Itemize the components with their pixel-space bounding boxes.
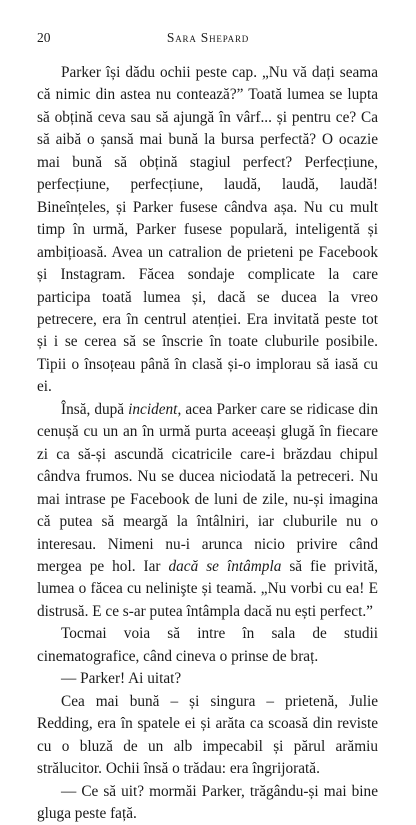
paragraph-1: Parker își dădu ochii peste cap. „Nu vă dați seama că nimic din astea nu contează?” Toată lumea se lupta să obțină ceva sau să ajungă în vârf... și pentru ce? Ca să aibă o șansă mai bună la bursa perfectă? O ocazie mai bună să obțină stagiul perfect? Perfecțiune, perfecțiune, perfecțiune, laudă, laudă, laudă! Bineînțeles, și Parker fusese cândva așa. Nu cu mult timp în urmă, Parker fusese populară, inteligentă și ambițioasă. Avea un catralion de prieteni pe Facebook și Instagram. Făcea sondaje complicate la care participa toată lumea și, dacă se ducea la vreo petrecere, era în centrul atenției. Era invitată peste tot și i se cerea să se înscrie în toate cluburile posibile. Tipii o însoțeau până în clasă și-o implorau să iasă cu ei. — [37, 62, 378, 399]
paragraph-2-emphasis-daca: dacă se întâmpla — [169, 558, 282, 575]
paragraph-2 — [37, 399, 378, 624]
page-body-text — [37, 62, 378, 825]
paragraph-4: — Parker! Ai uitat? — [37, 668, 378, 690]
paragraph-3: Tocmai voia să intre în sala de studii cinematografice, când cineva o prinse de braț. — [37, 623, 378, 668]
paragraph-2-part-c: să fie privită, lumea o făcea cu nelinişte și teamă. „Nu vorbi cu ea! E distrusă. E ce s-ar putea întâmpla dacă nu ești perfect.” — [37, 558, 378, 620]
paragraph-2-part-b: , acea Parker care se ridicase din cenușă cu un an în urmă purta aceeași glugă în fiecare zi ca să-și ascundă cicatricile care-i brăzdau chipul cândva frumos. Nu se ducea niciodată la petreceri. Nu mai intrase pe Facebook de luni de zile, nu-și imagina că putea să meargă la întâlniri, iar cluburile nu o interesau. Nimeni nu-i arunca nicio privire când mergea pe hol. Iar — [37, 401, 378, 575]
page-header — [37, 30, 379, 48]
paragraph-6: — Ce să uit? mormăi Parker, trăgându-și mai bine gluga peste față. — [37, 781, 378, 825]
paragraph-5: Cea mai bună – și singura – prietenă, Julie Redding, era în spatele ei și arăta ca scoasă din reviste cu o bluză de un alb impecabil și părul arămiu strălucitor. Ochii însă o trădau: era îngrijorată. — [37, 691, 378, 781]
paragraph-2-emphasis-incident: incident — [128, 401, 177, 418]
paragraph-2-part-a: Însă, după — [61, 401, 128, 418]
page-number: 20 — [37, 30, 51, 46]
running-head-author: Sara Shepard — [37, 30, 379, 46]
